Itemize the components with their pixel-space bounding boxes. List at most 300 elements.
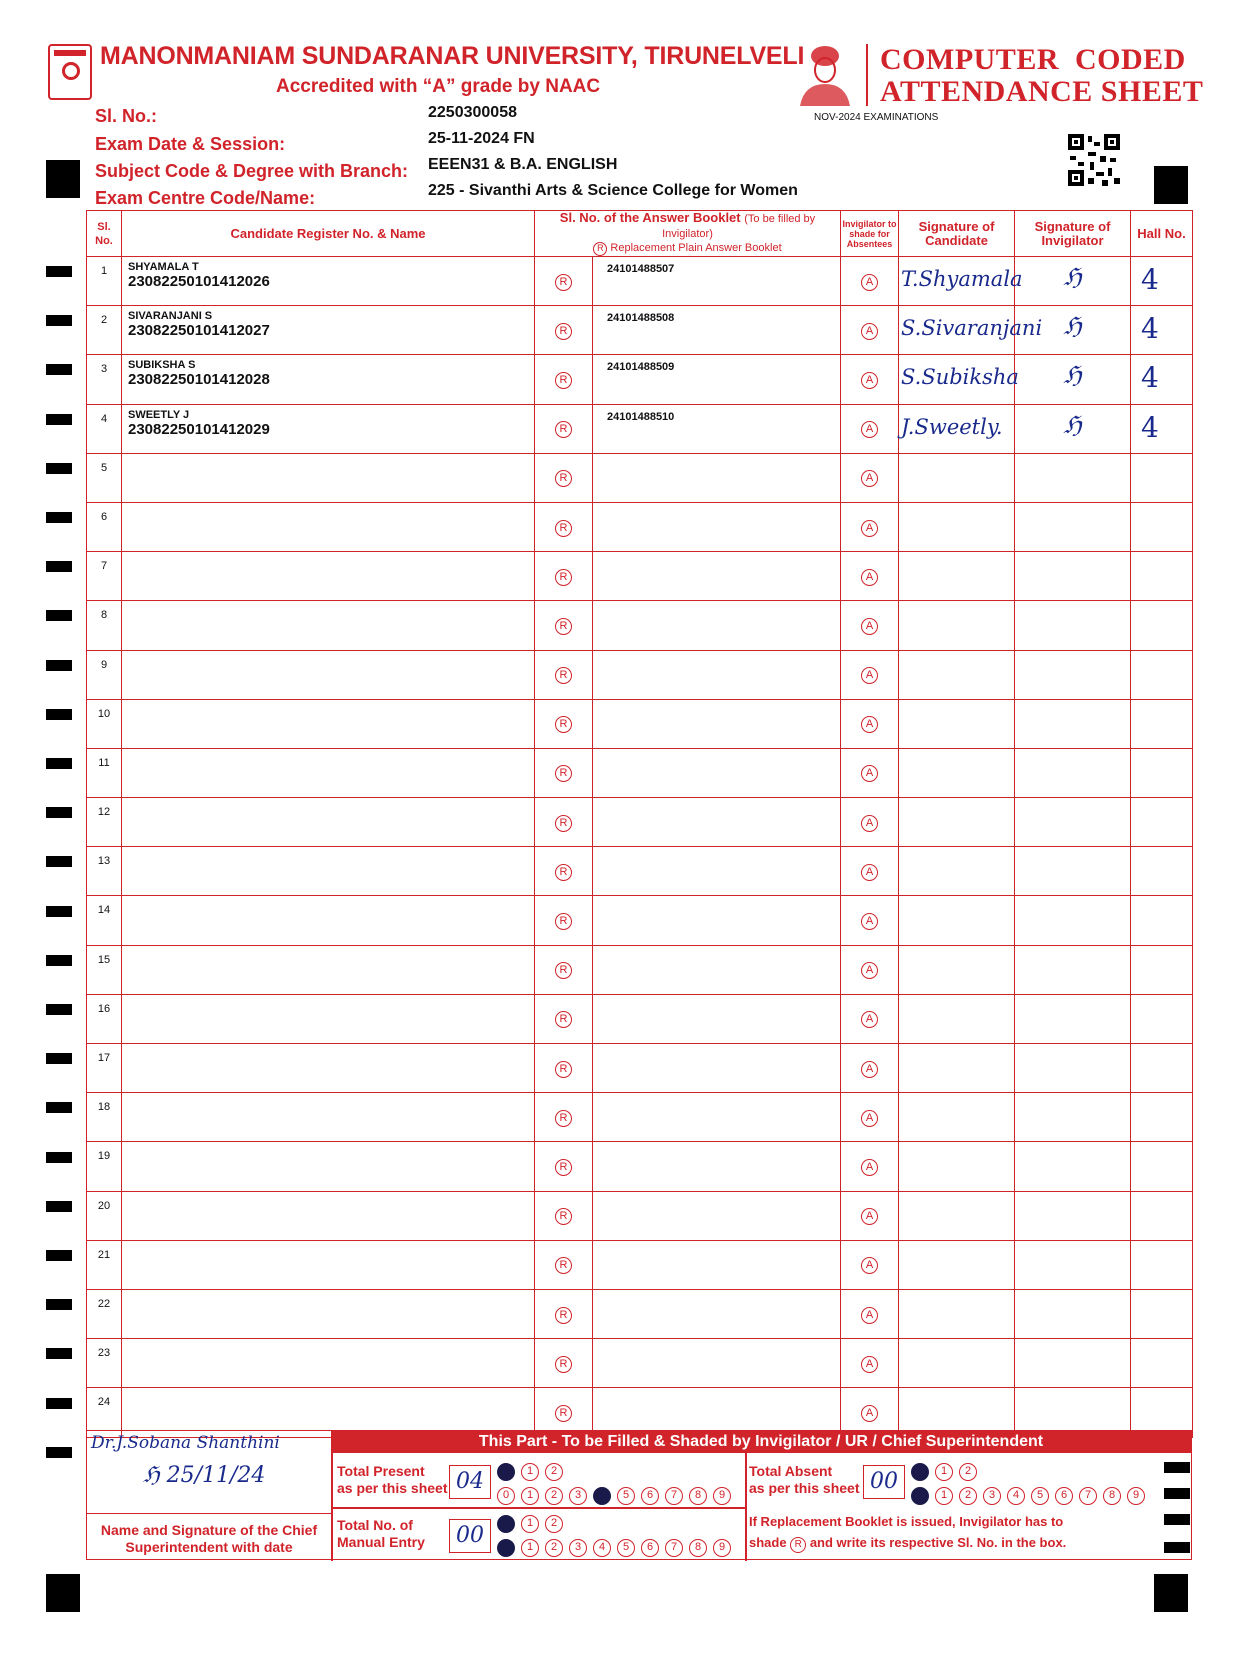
attendance-table [86,210,1193,1438]
candidate-signature [899,748,1015,797]
replacement-bubble-cell[interactable] [535,1142,593,1191]
absent-units-bubble-5[interactable]: 5 [1031,1487,1049,1505]
absent-bubble-cell[interactable] [841,994,899,1043]
row-sl: 21 [87,1240,122,1289]
timing-mark [46,1299,72,1310]
candidate-cell [122,1289,535,1338]
col-sig-candidate: Signature of Candidate [899,211,1015,257]
invigilator-signature [1015,601,1131,650]
absent-bubble[interactable]: A [861,1110,878,1127]
table-row [87,1093,1193,1142]
total-present-value[interactable]: 04 [449,1465,491,1499]
table-row [87,994,1193,1043]
replacement-bubble[interactable]: R [555,815,572,832]
replacement-bubble[interactable]: R [555,372,572,389]
replacement-bubble[interactable]: R [555,323,572,340]
absent-bubble-cell[interactable] [841,1191,899,1240]
qr-code-icon [1068,134,1120,186]
timing-mark [46,1250,72,1261]
row-sl: 9 [87,650,122,699]
row-sl: 18 [87,1093,122,1142]
absent-bubble-cell[interactable] [841,748,899,797]
absent-bubble[interactable]: A [861,1011,878,1028]
candidate-name [128,1245,528,1257]
candidate-name [128,507,528,519]
present-units-bubble-9[interactable]: 9 [713,1487,731,1505]
table-row [87,1339,1193,1388]
present-tens-bubble-2[interactable]: 2 [545,1463,563,1481]
accreditation: Accredited with “A” grade by NAAC [276,76,601,97]
absent-bubble-cell[interactable] [841,1339,899,1388]
absent-bubble[interactable]: A [861,962,878,979]
booklet-number[interactable]: 24101488510 [593,404,841,453]
absent-bubble[interactable]: A [861,1257,878,1274]
present-units-bubble-2[interactable]: 2 [545,1487,563,1505]
replacement-bubble-cell[interactable] [535,994,593,1043]
replacement-bubble[interactable]: R [555,913,572,930]
absent-bubble[interactable]: A [861,421,878,438]
absent-units-bubble-9[interactable]: 9 [1127,1487,1145,1505]
invigilator-signature [1015,1093,1131,1142]
candidate-signature [899,847,1015,896]
replacement-bubble[interactable]: R [555,274,572,291]
absent-bubble-cell[interactable] [841,404,899,453]
timing-mark [46,512,72,523]
candidate-cell [122,306,535,355]
table-row [87,1142,1193,1191]
candidate-name [128,1097,528,1109]
row-sl: 4 [87,404,122,453]
table-row [87,748,1193,797]
invigilator-signature [1015,453,1131,502]
table-row [87,552,1193,601]
timing-mark [46,1102,72,1113]
absent-tens-bubble-0[interactable]: 0 [911,1463,929,1481]
replacement-bubble[interactable]: R [555,1356,572,1373]
absent-bubble[interactable]: A [861,765,878,782]
replacement-bubble[interactable]: R [555,470,572,487]
replacement-bubble-cell[interactable] [535,896,593,945]
chief-label: Name and Signature of the Chief Superintendent with date [87,1513,331,1556]
replacement-bubble-cell[interactable] [535,257,593,306]
candidate-signature [899,798,1015,847]
booklet-number[interactable] [593,748,841,797]
col-booklet: Sl. No. of the Answer Booklet (To be filled by Invigilator) R Replacement Plain Answer Booklet [535,211,841,257]
manual-entry-label: Total No. of Manual Entry [337,1517,425,1550]
candidate-cell [122,1191,535,1240]
row-sl: 7 [87,552,122,601]
invigilator-signature [1015,1191,1131,1240]
candidate-signature [899,699,1015,748]
replacement-bubble[interactable]: R [555,1159,572,1176]
candidate-cell [122,896,535,945]
timing-mark [46,1447,72,1458]
replacement-bubble[interactable]: R [555,1208,572,1225]
timing-mark [46,364,72,375]
booklet-number[interactable]: 24101488507 [593,257,841,306]
footer-section [86,1430,1192,1560]
present-units-bubble-0[interactable]: 0 [497,1487,515,1505]
manual-tens-bubble-2[interactable]: 2 [545,1515,563,1533]
absent-bubble-cell[interactable] [841,306,899,355]
replacement-bubble[interactable]: R [555,716,572,733]
absent-bubble-cell[interactable] [841,552,899,601]
candidate-signature [899,1044,1015,1093]
present-units-bubble-1[interactable]: 1 [521,1487,539,1505]
booklet-number[interactable] [593,1240,841,1289]
replacement-bubble[interactable]: R [555,520,572,537]
invigilator-signature [1015,699,1131,748]
booklet-number[interactable] [593,945,841,994]
sl-no-label: Sl. No.: [95,106,157,126]
replacement-note: If Replacement Booklet is issued, Invigilator has to shade R and write its respective Sl. No. in the box. [749,1511,1066,1553]
hall-number [1131,945,1193,994]
absent-bubble[interactable]: A [861,913,878,930]
registration-mark-top-right [1154,166,1188,204]
booklet-number[interactable] [593,994,841,1043]
booklet-number[interactable] [593,1142,841,1191]
booklet-number[interactable] [593,650,841,699]
candidate-reg-no: 23082250101412029 [128,420,270,438]
replacement-bubble[interactable]: R [555,962,572,979]
table-row [87,798,1193,847]
candidate-name [128,605,528,617]
candidate-cell [122,257,535,306]
replacement-bubble-cell[interactable] [535,306,593,355]
hall-number: 4 [1131,404,1193,453]
hall-number [1131,1093,1193,1142]
replacement-bubble[interactable]: R [555,1011,572,1028]
absent-bubble-cell[interactable] [841,502,899,551]
candidate-signature: T.Shyamala [899,257,1015,306]
candidate-signature: S.Subiksha [899,355,1015,404]
booklet-number[interactable] [593,601,841,650]
centre-value: 225 - Sivanthi Arts & Science College for Women [428,182,798,199]
hall-number [1131,748,1193,797]
absent-bubble-cell[interactable] [841,847,899,896]
candidate-cell [122,1142,535,1191]
timing-mark [46,955,72,966]
table-row [87,847,1193,896]
col-sig-invigilator: Signature of Invigilator [1015,211,1131,257]
absent-bubble-cell[interactable] [841,601,899,650]
hall-number [1131,896,1193,945]
timing-mark [46,1201,72,1212]
absent-bubble[interactable]: A [861,1208,878,1225]
candidate-name [128,1343,528,1355]
row-sl: 6 [87,502,122,551]
absent-bubble[interactable]: A [861,274,878,291]
manual-units-bubble-1[interactable]: 1 [521,1539,539,1557]
candidate-cell [122,699,535,748]
absent-bubble-cell[interactable] [841,1044,899,1093]
replacement-bubble-cell[interactable] [535,1240,593,1289]
booklet-number[interactable] [593,896,841,945]
absent-bubble[interactable]: A [861,569,878,586]
replacement-bubble-cell[interactable] [535,1191,593,1240]
absent-bubble[interactable]: A [861,1307,878,1324]
invigilator-signature: ℌ [1015,404,1131,453]
booklet-number[interactable] [593,502,841,551]
registration-mark-bottom-right [1154,1574,1188,1612]
absent-bubble-cell[interactable] [841,1289,899,1338]
row-sl: 2 [87,306,122,355]
replacement-bubble-cell[interactable] [535,699,593,748]
booklet-number[interactable] [593,1093,841,1142]
timing-mark [46,561,72,572]
booklet-number[interactable] [593,699,841,748]
replacement-bubble-cell[interactable] [535,552,593,601]
absent-tens-bubble-1[interactable]: 1 [935,1463,953,1481]
candidate-signature [899,453,1015,502]
present-units-bubble-8[interactable]: 8 [689,1487,707,1505]
replacement-bubble-cell[interactable] [535,355,593,404]
absent-bubble-cell[interactable] [841,650,899,699]
manual-tens-bubble-1[interactable]: 1 [521,1515,539,1533]
timing-mark [46,660,72,671]
absent-bubble[interactable]: A [861,667,878,684]
absent-units-bubble-3[interactable]: 3 [983,1487,1001,1505]
replacement-bubble-cell[interactable] [535,601,593,650]
booklet-number[interactable] [593,1044,841,1093]
candidate-cell [122,798,535,847]
booklet-number[interactable] [593,1289,841,1338]
replacement-bubble-cell[interactable] [535,847,593,896]
candidate-cell [122,847,535,896]
absent-units-bubble-1[interactable]: 1 [935,1487,953,1505]
candidate-cell [122,453,535,502]
candidate-name: SWEETLY J [128,408,190,421]
replacement-bubble-cell[interactable] [535,453,593,502]
absent-units-bubble-7[interactable]: 7 [1079,1487,1097,1505]
candidate-reg-no: 23082250101412026 [128,273,270,290]
candidate-cell [122,552,535,601]
timing-mark [46,758,72,769]
candidate-signature [899,1093,1015,1142]
candidate-name [128,1146,528,1158]
replacement-bubble-cell[interactable] [535,650,593,699]
timing-mark [46,906,72,917]
booklet-number[interactable] [593,552,841,601]
present-units-bubble-5[interactable]: 5 [617,1487,635,1505]
absent-bubble-cell[interactable] [841,1093,899,1142]
manual-units-bubble-2[interactable]: 2 [545,1539,563,1557]
manual-units-bubble-6[interactable]: 6 [641,1539,659,1557]
table-row [87,257,1193,306]
replacement-bubble[interactable]: R [555,1257,572,1274]
table-row [87,355,1193,404]
row-sl: 5 [87,453,122,502]
candidate-signature [899,502,1015,551]
present-units-bubble-7[interactable]: 7 [665,1487,683,1505]
table-row [87,896,1193,945]
replacement-bubble-cell[interactable] [535,502,593,551]
total-absent-value[interactable]: 00 [863,1465,905,1499]
timing-mark [46,1152,72,1163]
table-row [87,453,1193,502]
replacement-bubble-cell[interactable] [535,748,593,797]
registration-mark-top-left [46,160,80,198]
candidate-cell [122,650,535,699]
absent-units-bubble-2[interactable]: 2 [959,1487,977,1505]
candidate-name [128,1392,528,1404]
centre-label: Exam Centre Code/Name: [95,188,316,208]
replacement-bubble-cell[interactable] [535,945,593,994]
present-tens-bubble-1[interactable]: 1 [521,1463,539,1481]
replacement-bubble[interactable]: R [555,1307,572,1324]
absent-bubble[interactable]: A [861,323,878,340]
booklet-number[interactable] [593,453,841,502]
replacement-bubble[interactable]: R [555,618,572,635]
manual-units-bubble-3[interactable]: 3 [569,1539,587,1557]
replacement-bubble[interactable]: R [555,1405,572,1422]
absent-bubble[interactable]: A [861,520,878,537]
absent-bubble[interactable]: A [861,618,878,635]
timing-mark [46,414,72,425]
replacement-bubble-cell[interactable] [535,1044,593,1093]
candidate-cell [122,1339,535,1388]
absent-bubble-cell[interactable] [841,798,899,847]
absent-bubble-cell[interactable] [841,945,899,994]
present-tens-bubble-0[interactable]: 0 [497,1463,515,1481]
manual-units-bubble-4[interactable]: 4 [593,1539,611,1557]
absent-bubble-cell[interactable] [841,257,899,306]
candidate-signature [899,945,1015,994]
booklet-number[interactable] [593,1339,841,1388]
hall-number [1131,1240,1193,1289]
candidate-signature [899,1142,1015,1191]
absent-bubble[interactable]: A [861,1159,878,1176]
candidate-signature [899,601,1015,650]
candidate-name [128,1196,528,1208]
replacement-bubble-cell[interactable] [535,1093,593,1142]
table-row [87,1289,1193,1338]
hall-number: 4 [1131,355,1193,404]
timing-mark [46,1053,72,1064]
booklet-number[interactable] [593,798,841,847]
chief-signature-date: ℌ 25/11/24 [143,1463,266,1488]
candidate-cell [122,994,535,1043]
candidate-name [128,950,528,962]
timing-mark [46,807,72,818]
manual-units-bubble-7[interactable]: 7 [665,1539,683,1557]
table-row [87,699,1193,748]
candidate-name [128,704,528,716]
hall-number [1131,699,1193,748]
booklet-number[interactable]: 24101488508 [593,306,841,355]
replacement-bubble-cell[interactable] [535,798,593,847]
row-sl: 10 [87,699,122,748]
absent-bubble[interactable]: A [861,372,878,389]
booklet-number[interactable] [593,847,841,896]
absent-bubble[interactable]: A [861,1356,878,1373]
replacement-bubble[interactable]: R [555,667,572,684]
absent-bubble-cell[interactable] [841,453,899,502]
manual-units-bubble-9[interactable]: 9 [713,1539,731,1557]
table-row [87,306,1193,355]
hall-number [1131,847,1193,896]
candidate-name [128,1048,528,1060]
replacement-bubble-cell[interactable] [535,404,593,453]
present-units-bubble-6[interactable]: 6 [641,1487,659,1505]
manual-units-bubble-5[interactable]: 5 [617,1539,635,1557]
hall-number [1131,798,1193,847]
footer-divider [331,1431,333,1561]
absent-units-bubble-0[interactable]: 0 [911,1487,929,1505]
absent-bubble-cell[interactable] [841,1240,899,1289]
candidate-name [128,851,528,863]
hall-number: 4 [1131,306,1193,355]
row-sl: 8 [87,601,122,650]
absent-bubble[interactable]: A [861,470,878,487]
present-units-bubble-3[interactable]: 3 [569,1487,587,1505]
present-tens-bubbles [497,1463,563,1481]
absent-bubble[interactable]: A [861,716,878,733]
replacement-bubble[interactable]: R [555,569,572,586]
candidate-cell [122,355,535,404]
present-units-bubbles [497,1487,731,1505]
manual-tens-bubble-0[interactable]: 0 [497,1515,515,1533]
replacement-bubble[interactable]: R [555,1110,572,1127]
hall-number [1131,1289,1193,1338]
replacement-bubble[interactable]: R [555,1061,572,1078]
candidate-name [128,802,528,814]
absent-bubble-cell[interactable] [841,699,899,748]
candidate-cell [122,1240,535,1289]
present-units-bubble-4[interactable]: 4 [593,1487,611,1505]
absent-bubble[interactable]: A [861,815,878,832]
footer-divider [745,1453,747,1561]
hall-number [1131,601,1193,650]
candidate-signature [899,896,1015,945]
candidate-name: SIVARANJANI S [128,310,213,323]
manual-units-bubble-8[interactable]: 8 [689,1539,707,1557]
booklet-number[interactable] [593,1191,841,1240]
replacement-bubble[interactable]: R [555,421,572,438]
table-row [87,650,1193,699]
manual-units-bubble-0[interactable]: 0 [497,1539,515,1557]
invigilator-signature: ℌ [1015,257,1131,306]
row-sl: 19 [87,1142,122,1191]
invigilator-signature [1015,896,1131,945]
absent-tens-bubble-2[interactable]: 2 [959,1463,977,1481]
absent-units-bubble-4[interactable]: 4 [1007,1487,1025,1505]
replacement-bubble-cell[interactable] [535,1339,593,1388]
replacement-bubble[interactable]: R [555,864,572,881]
invigilator-signature [1015,502,1131,551]
replacement-bubble-cell[interactable] [535,1289,593,1338]
absent-bubble[interactable]: A [861,864,878,881]
absent-bubble[interactable]: A [861,1061,878,1078]
absent-bubble-cell[interactable] [841,1142,899,1191]
absent-bubble-cell[interactable] [841,355,899,404]
absent-units-bubble-6[interactable]: 6 [1055,1487,1073,1505]
timing-mark [46,315,72,326]
booklet-number[interactable]: 24101488509 [593,355,841,404]
registration-mark-bottom-left [46,1574,80,1612]
manual-entry-value[interactable]: 00 [449,1519,491,1553]
invigilator-signature [1015,1339,1131,1388]
sheet-title: COMPUTER CODED ATTENDANCE SHEET [880,43,1204,108]
col-hall: Hall No. [1131,211,1193,257]
absent-units-bubble-8[interactable]: 8 [1103,1487,1121,1505]
timing-mark [46,709,72,720]
footer-divider [331,1507,745,1509]
absent-bubble-cell[interactable] [841,896,899,945]
absent-bubble[interactable]: A [861,1405,878,1422]
university-name: MANONMANIAM SUNDARANAR UNIVERSITY, TIRUNELVELI [100,42,805,70]
replacement-bubble[interactable]: R [555,765,572,782]
